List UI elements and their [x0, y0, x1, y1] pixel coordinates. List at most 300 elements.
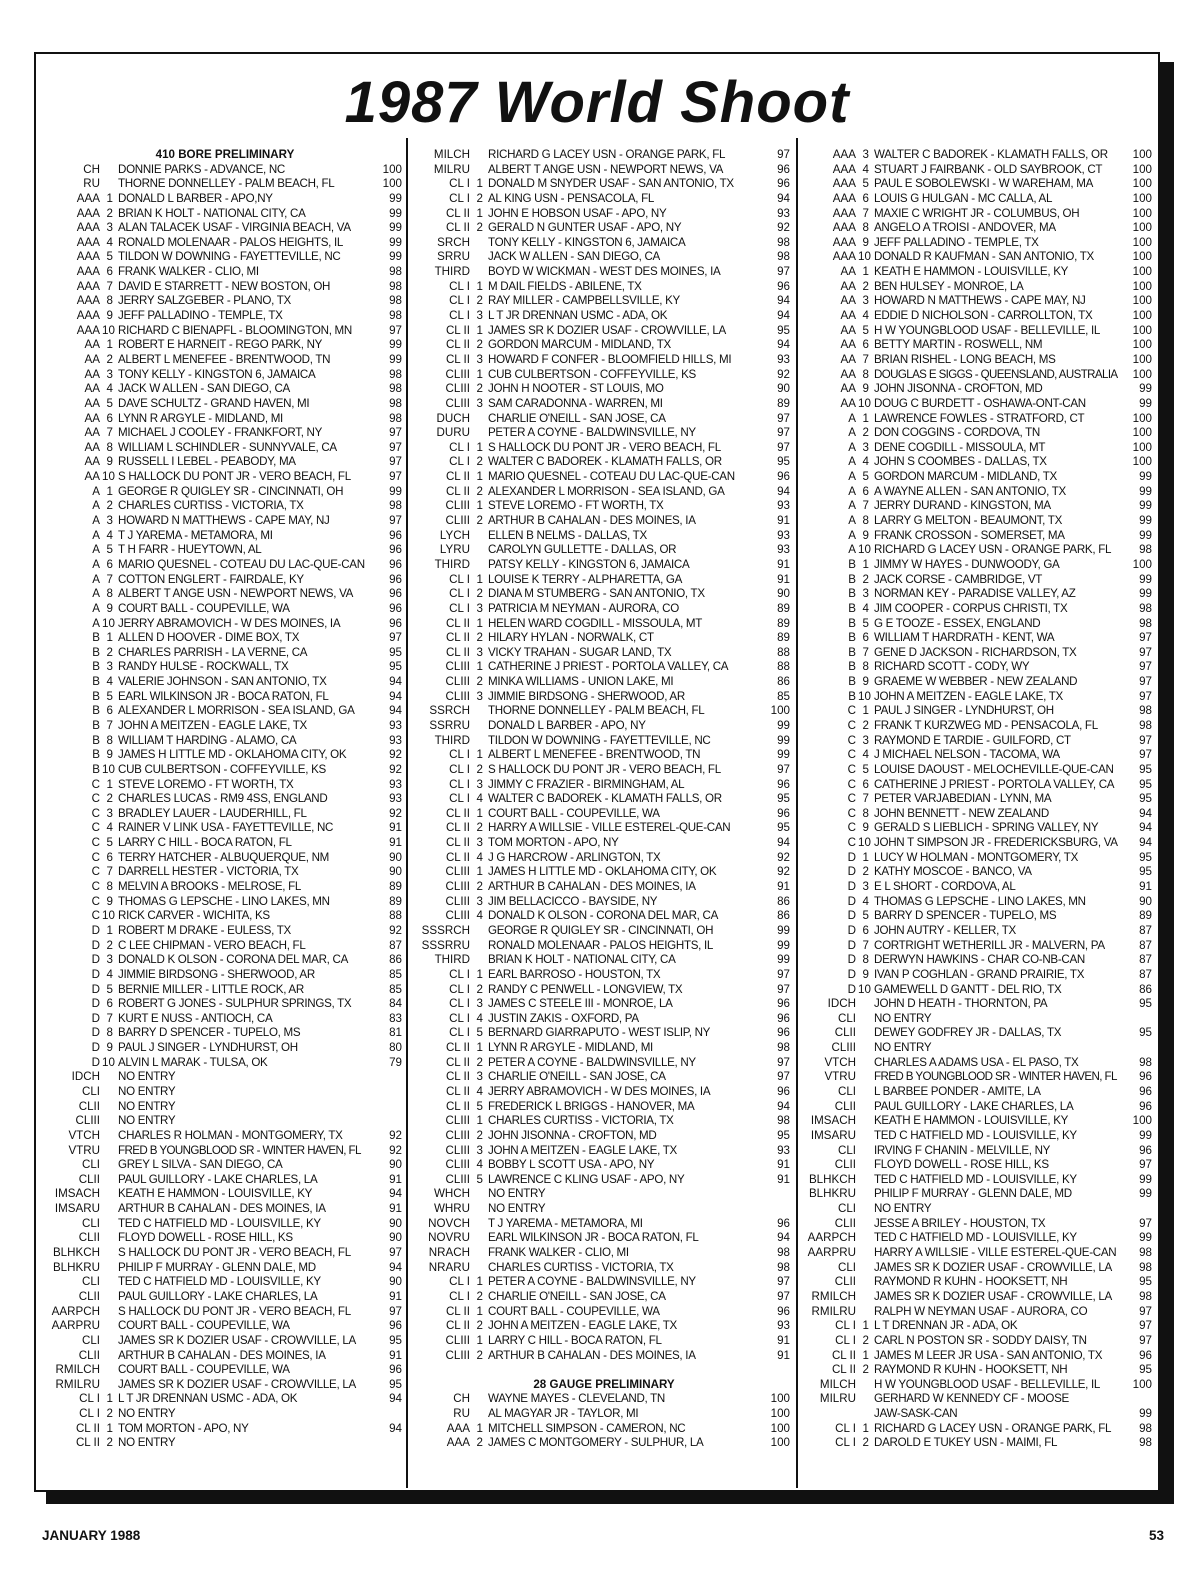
class-label: B: [848, 675, 856, 689]
shooter-name: PAUL GUILLORY - LAKE CHARLES, LA: [874, 1099, 1074, 1113]
place-number: 6: [862, 631, 869, 645]
class-label: AA: [840, 265, 856, 279]
shooter-name: EARL BARROSO - HOUSTON, TX: [488, 967, 661, 981]
result-row: [46, 1217, 404, 1232]
result-row: [46, 1144, 404, 1159]
score: 97: [1139, 1158, 1152, 1172]
score: 91: [389, 1348, 402, 1362]
shooter-name: COURT BALL - COUPEVILLE, WA: [118, 1363, 290, 1377]
class-label: B: [848, 601, 856, 615]
class-label: CL II: [831, 1363, 856, 1377]
score: 89: [777, 396, 790, 410]
score: 89: [1139, 909, 1152, 923]
class-label: D: [847, 865, 856, 879]
score: 100: [770, 1392, 790, 1406]
score: 93: [777, 499, 790, 513]
score: 85: [777, 689, 790, 703]
class-label: C: [847, 777, 856, 791]
score: 99: [389, 191, 402, 205]
class-label: CLI: [837, 1202, 856, 1216]
shooter-name: L BARBEE PONDER - AMITE, LA: [874, 1085, 1041, 1098]
place-number: 4: [106, 967, 113, 981]
shooter-name: ALBERT T ANGE USN - NEWPORT NEWS, VA: [118, 587, 354, 601]
score: 98: [1139, 543, 1152, 557]
class-label: CL II: [445, 470, 470, 484]
score: 98: [1139, 1421, 1152, 1435]
class-label: AARPCH: [807, 1231, 856, 1245]
result-row: [46, 412, 404, 427]
result-row: [416, 1012, 792, 1027]
result-row: [46, 865, 404, 880]
shooter-name: DENE COGDILL - MISSOULA, MT: [874, 440, 1046, 454]
shooter-name: L T JR DRENNAN USMC - ADA, OK: [488, 309, 668, 323]
score: 97: [389, 1246, 402, 1260]
result-row: [802, 573, 1154, 588]
shooter-name: CAROLYN GULLETTE - DALLAS, OR: [488, 543, 677, 557]
score: 91: [777, 514, 790, 528]
result-row: [416, 1305, 792, 1320]
result-row: [802, 880, 1154, 895]
shooter-name: NO ENTRY: [874, 1041, 932, 1055]
place-number: 2: [476, 631, 483, 645]
score: 87: [1139, 967, 1152, 981]
score: 91: [777, 1348, 790, 1362]
shooter-name: RICHARD G LACEY USN - ORANGE PARK, FL: [874, 543, 1112, 557]
result-row: [46, 1041, 404, 1056]
score: 97: [777, 148, 790, 161]
place-number: 5: [862, 762, 869, 776]
score: 99: [1139, 382, 1152, 396]
shooter-name: LOUISE DAOUST - MELOCHEVILLE-QUE-CAN: [874, 762, 1114, 776]
shooter-name: LYNN R ARGYLE - MIDLAND, MI: [118, 411, 283, 425]
class-label: C: [847, 733, 856, 747]
shooter-name: PHILIP F MURRAY - GLENN DALE, MD: [874, 1187, 1072, 1201]
class-label: AA: [84, 352, 100, 366]
result-row: [416, 412, 792, 427]
result-row: [802, 865, 1154, 880]
place-number: 1: [476, 967, 483, 981]
score: 86: [777, 894, 790, 908]
result-row: [46, 265, 404, 280]
score: 92: [389, 762, 402, 776]
result-row: [802, 1187, 1154, 1202]
class-label: CL II: [445, 821, 470, 835]
score: 89: [389, 880, 402, 894]
shooter-name: ALVIN L MARAK - TULSA, OK: [118, 1055, 268, 1069]
place-number: 5: [862, 909, 869, 923]
result-row: [46, 499, 404, 514]
class-label: CLII: [834, 1026, 856, 1040]
result-row: [416, 397, 792, 412]
score: 96: [1139, 1099, 1152, 1113]
class-label: BLHKCH: [808, 1172, 856, 1186]
score: 94: [777, 338, 790, 352]
score: 98: [777, 235, 790, 249]
score: 94: [1139, 806, 1152, 820]
shooter-name: CHARLES CURTISS - VICTORIA, TX: [488, 1260, 674, 1274]
place-number: 1: [476, 323, 483, 337]
place-number: 1: [862, 850, 869, 864]
result-row: [46, 821, 404, 836]
result-row: [802, 1041, 1154, 1056]
place-number: 2: [862, 426, 869, 440]
class-label: CL I: [449, 1289, 470, 1303]
class-label: CL II: [445, 836, 470, 850]
place-number: 8: [106, 587, 113, 601]
class-label: C: [91, 909, 100, 923]
score: 97: [389, 1304, 402, 1318]
score: 95: [389, 660, 402, 674]
result-row: [416, 1290, 792, 1305]
score: 92: [389, 1143, 402, 1157]
score: 92: [777, 850, 790, 864]
class-label: CLI: [837, 1260, 856, 1274]
place-number: 2: [476, 1055, 483, 1069]
result-row: [46, 1114, 404, 1129]
score: 97: [777, 762, 790, 776]
class-label: CLIII: [445, 880, 470, 894]
shooter-name: BARRY D SPENCER - TUPELO, MS: [118, 1026, 301, 1040]
score: 95: [1139, 1363, 1152, 1377]
class-label: CL II: [445, 850, 470, 864]
result-row: [416, 1100, 792, 1115]
shooter-name: WILLIAM T HARDING - ALAMO, CA: [118, 733, 297, 747]
score: 96: [389, 543, 402, 557]
score: 94: [777, 484, 790, 498]
class-label: A: [92, 572, 100, 586]
result-row: [802, 148, 1154, 163]
place-number: 2: [476, 1128, 483, 1142]
score: 99: [389, 221, 402, 235]
place-number: 8: [862, 514, 869, 528]
score: 89: [389, 894, 402, 908]
result-row: [416, 1085, 792, 1100]
place-number: 1: [476, 806, 483, 820]
score: 94: [777, 836, 790, 850]
class-label: CLI: [81, 1085, 100, 1098]
shooter-name: WALTER C BADOREK - KLAMATH FALLS, OR: [874, 148, 1108, 161]
place-number: 2: [476, 1436, 483, 1450]
class-label: CLIII: [445, 1158, 470, 1172]
class-label: CLII: [834, 1099, 856, 1113]
result-row: [802, 1334, 1154, 1349]
shooter-name: JEFF PALLADINO - TEMPLE, TX: [874, 235, 1039, 249]
result-row: [802, 821, 1154, 836]
score: 96: [777, 1216, 790, 1230]
shooter-name: GERALD S LIEBLICH - SPRING VALLEY, NY: [874, 821, 1099, 835]
place-number: 9: [862, 821, 869, 835]
place-number: 10: [102, 323, 115, 337]
shooter-name: TED C HATFIELD MD - LOUISVILLE, KY: [874, 1231, 1077, 1245]
shooter-name: HOWARD F CONFER - BLOOMFIELD HILLS, MI: [488, 352, 732, 366]
score: 98: [389, 294, 402, 308]
place-number: 3: [862, 440, 869, 454]
shooter-name: JACK CORSE - CAMBRIDGE, VT: [874, 572, 1043, 586]
result-row: [416, 382, 792, 397]
class-label: THIRD: [434, 733, 470, 747]
class-label: CL II: [445, 323, 470, 337]
shooter-name: HILARY HYLAN - NORWALK, CT: [488, 631, 654, 645]
class-label: CL I: [449, 455, 470, 469]
shooter-name: LARRY G MELTON - BEAUMONT, TX: [874, 514, 1063, 528]
class-label: VTRU: [68, 1143, 100, 1157]
score: 100: [1132, 191, 1152, 205]
shooter-name: VICKY TRAHAN - SUGAR LAND, TX: [488, 645, 672, 659]
class-label: B: [848, 645, 856, 659]
result-row: [46, 909, 404, 924]
score: 93: [777, 352, 790, 366]
shooter-name: JOHN A MEITZEN - EAGLE LAKE, TX: [118, 718, 307, 732]
result-row: [416, 924, 792, 939]
shooter-name: T H FARR - HUEYTOWN, AL: [118, 543, 262, 557]
shooter-name: JERRY DURAND - KINGSTON, MA: [874, 499, 1051, 513]
place-number: 3: [106, 660, 113, 674]
class-label: B: [848, 660, 856, 674]
class-label: CLIII: [445, 689, 470, 703]
result-row: [416, 997, 792, 1012]
place-number: 9: [106, 309, 113, 323]
class-label: D: [91, 953, 100, 967]
place-number: 3: [476, 601, 483, 615]
score: 100: [1132, 221, 1152, 235]
score: 90: [777, 587, 790, 601]
result-row: [46, 1070, 404, 1085]
class-label: CL I: [449, 601, 470, 615]
result-row: [802, 1349, 1154, 1364]
result-row: [802, 631, 1154, 646]
class-label: C: [91, 880, 100, 894]
shooter-name: A WAYNE ALLEN - SAN ANTONIO, TX: [874, 484, 1066, 498]
place-number: 5: [476, 1099, 483, 1113]
class-label: B: [92, 645, 100, 659]
place-number: 5: [862, 470, 869, 484]
result-row: [416, 192, 792, 207]
score: 100: [1132, 440, 1152, 454]
class-label: CLIII: [445, 382, 470, 396]
class-label: CL I: [449, 294, 470, 308]
class-label: B: [92, 733, 100, 747]
place-number: 1: [476, 279, 483, 293]
class-label: AA: [84, 382, 100, 396]
result-row: [416, 646, 792, 661]
class-label: CL II: [445, 206, 470, 220]
result-row: [46, 1158, 404, 1173]
class-label: AAA: [832, 221, 856, 235]
class-label: CL II: [445, 221, 470, 235]
class-label: CL I: [835, 1436, 856, 1450]
class-label: CLIII: [445, 1348, 470, 1362]
place-number: 7: [106, 572, 113, 586]
result-row: [46, 294, 404, 309]
shooter-name: FREDERICK L BRIGGS - HANOVER, MA: [488, 1099, 695, 1113]
score: 91: [777, 1158, 790, 1172]
shooter-name: DOUG C BURDETT - OSHAWA-ONT-CAN: [874, 396, 1086, 410]
score: 97: [777, 411, 790, 425]
result-row: [416, 763, 792, 778]
place-number: 10: [102, 1055, 115, 1069]
section-spacer: [416, 1363, 792, 1378]
shooter-name: DERWYN HAWKINS - CHAR CO-NB-CAN: [874, 953, 1085, 967]
score: 98: [777, 1246, 790, 1260]
score: 91: [1139, 880, 1152, 894]
score: 92: [777, 367, 790, 381]
place-number: 5: [862, 616, 869, 630]
class-label: AA: [84, 455, 100, 469]
class-label: CLIII: [445, 894, 470, 908]
score: 100: [1132, 148, 1152, 161]
score: 100: [770, 704, 790, 718]
result-row: [46, 939, 404, 954]
result-row: [802, 1392, 1154, 1407]
shooter-name: DIANA M STUMBERG - SAN ANTONIO, TX: [488, 587, 705, 601]
shooter-name: CHARLES A ADAMS USA - EL PASO, TX: [874, 1055, 1079, 1069]
place-number: 6: [106, 265, 113, 279]
score: 99: [777, 923, 790, 937]
score: 98: [389, 499, 402, 513]
result-row: [416, 1261, 792, 1276]
class-label: THIRD: [434, 953, 470, 967]
result-row: [416, 880, 792, 895]
class-label: IMSACH: [54, 1187, 100, 1201]
shooter-name: TERRY HATCHER - ALBUQUERQUE, NM: [118, 850, 330, 864]
place-number: 2: [476, 338, 483, 352]
result-row: [46, 382, 404, 397]
class-label: A: [92, 616, 100, 630]
shooter-name: JIMMIE BIRDSONG - SHERWOOD, AR: [488, 689, 685, 703]
place-number: 1: [476, 865, 483, 879]
class-label: CLII: [78, 1099, 100, 1113]
class-label: BLHKCH: [52, 1246, 100, 1260]
shooter-name: PATSY KELLY - KINGSTON 6, JAMAICA: [488, 557, 690, 571]
place-number: 4: [476, 1011, 483, 1025]
score: 98: [1139, 704, 1152, 718]
score: 98: [1139, 1289, 1152, 1303]
result-row: [802, 441, 1154, 456]
class-label: A: [92, 587, 100, 601]
class-label: CL I: [449, 309, 470, 323]
class-label: A: [92, 528, 100, 542]
result-row: [802, 499, 1154, 514]
score: 98: [1139, 1246, 1152, 1260]
class-label: CL II: [445, 1099, 470, 1113]
place-number: 3: [476, 777, 483, 791]
score: 99: [1139, 587, 1152, 601]
result-row: [802, 309, 1154, 324]
score: 91: [389, 1289, 402, 1303]
shooter-name: RONALD MOLENAAR - PALOS HEIGHTS, IL: [118, 235, 344, 249]
shooter-name: MINKA WILLIAMS - UNION LAKE, MI: [488, 675, 674, 689]
shooter-name: MELVIN A BROOKS - MELROSE, FL: [118, 880, 302, 894]
class-label: CLIII: [445, 1333, 470, 1347]
result-row: [46, 353, 404, 368]
shooter-name: ROBERT M DRAKE - EULESS, TX: [118, 923, 291, 937]
result-row: [802, 1319, 1154, 1334]
result-row: [46, 1246, 404, 1261]
place-number: 5: [862, 323, 869, 337]
shooter-name: GEORGE R QUIGLEY SR - CINCINNATI, OH: [488, 923, 714, 937]
class-label: AA: [840, 338, 856, 352]
class-label: B: [848, 587, 856, 601]
result-row: [46, 543, 404, 558]
shooter-name: BERNARD GIARRAPUTO - WEST ISLIP, NY: [488, 1026, 711, 1040]
shooter-name: ALEXANDER L MORRISON - SEA ISLAND, GA: [488, 484, 725, 498]
class-label: SSRRU: [429, 718, 470, 732]
score: 100: [1132, 557, 1152, 571]
shooter-name: SAM CARADONNA - WARREN, MI: [488, 396, 663, 410]
class-label: CL II: [445, 1041, 470, 1055]
shooter-name: CHARLES CURTISS - VICTORIA, TX: [488, 1114, 674, 1128]
shooter-name: JOHN AUTRY - KELLER, TX: [874, 923, 1016, 937]
class-label: A: [848, 440, 856, 454]
column-divider: [406, 138, 408, 1488]
class-label: CLII: [78, 1289, 100, 1303]
result-row: [802, 909, 1154, 924]
place-number: 10: [858, 250, 871, 264]
shooter-name: NO ENTRY: [118, 1099, 176, 1113]
score: 96: [389, 587, 402, 601]
shooter-name: IVAN P COGHLAN - GRAND PRAIRIE, TX: [874, 967, 1085, 981]
shooter-name: TILDON W DOWNING - FAYETTEVILLE, NC: [488, 733, 711, 747]
shooter-name: LUCY W HOLMAN - MONTGOMERY, TX: [874, 850, 1079, 864]
shooter-name: ARTHUR B CAHALAN - DES MOINES, IA: [488, 514, 696, 528]
result-row: [46, 1187, 404, 1202]
class-label: IDCH: [827, 997, 856, 1011]
class-label: C: [91, 792, 100, 806]
place-number: 3: [862, 880, 869, 894]
result-row: [802, 455, 1154, 470]
result-row: [416, 455, 792, 470]
result-row: [416, 1041, 792, 1056]
score: 94: [777, 294, 790, 308]
result-row: [46, 1173, 404, 1188]
class-label: C: [847, 718, 856, 732]
score: 98: [389, 279, 402, 293]
class-label: C: [847, 748, 856, 762]
result-row: [802, 983, 1154, 998]
result-row: [46, 485, 404, 500]
score: 97: [389, 455, 402, 469]
class-label: CLIII: [445, 1128, 470, 1142]
class-label: B: [92, 689, 100, 703]
class-label: B: [848, 572, 856, 586]
place-number: 7: [106, 718, 113, 732]
class-label: CLII: [78, 1231, 100, 1245]
results-column-3: [802, 148, 1154, 1488]
result-row: [802, 1261, 1154, 1276]
score: 96: [389, 1319, 402, 1333]
score: 90: [777, 382, 790, 396]
place-number: 4: [106, 382, 113, 396]
score: 100: [382, 177, 402, 191]
shooter-name: NO ENTRY: [118, 1407, 176, 1421]
score: 94: [389, 1187, 402, 1201]
shooter-name: JACK W ALLEN - SAN DIEGO, CA: [488, 250, 660, 264]
place-number: 9: [862, 528, 869, 542]
result-row: [802, 646, 1154, 661]
score: 97: [389, 440, 402, 454]
place-number: 2: [862, 279, 869, 293]
shooter-name: WALTER C BADOREK - KLAMATH FALLS, OR: [488, 455, 722, 469]
result-row: [802, 734, 1154, 749]
place-number: 5: [476, 1172, 483, 1186]
class-label: CL II: [75, 1421, 100, 1435]
place-number: 3: [862, 587, 869, 601]
result-row: [802, 1231, 1154, 1246]
shooter-name: CORTRIGHT WETHERILL JR - MALVERN, PA: [874, 938, 1105, 952]
score: 96: [777, 1304, 790, 1318]
score: 93: [389, 733, 402, 747]
score: 98: [389, 367, 402, 381]
